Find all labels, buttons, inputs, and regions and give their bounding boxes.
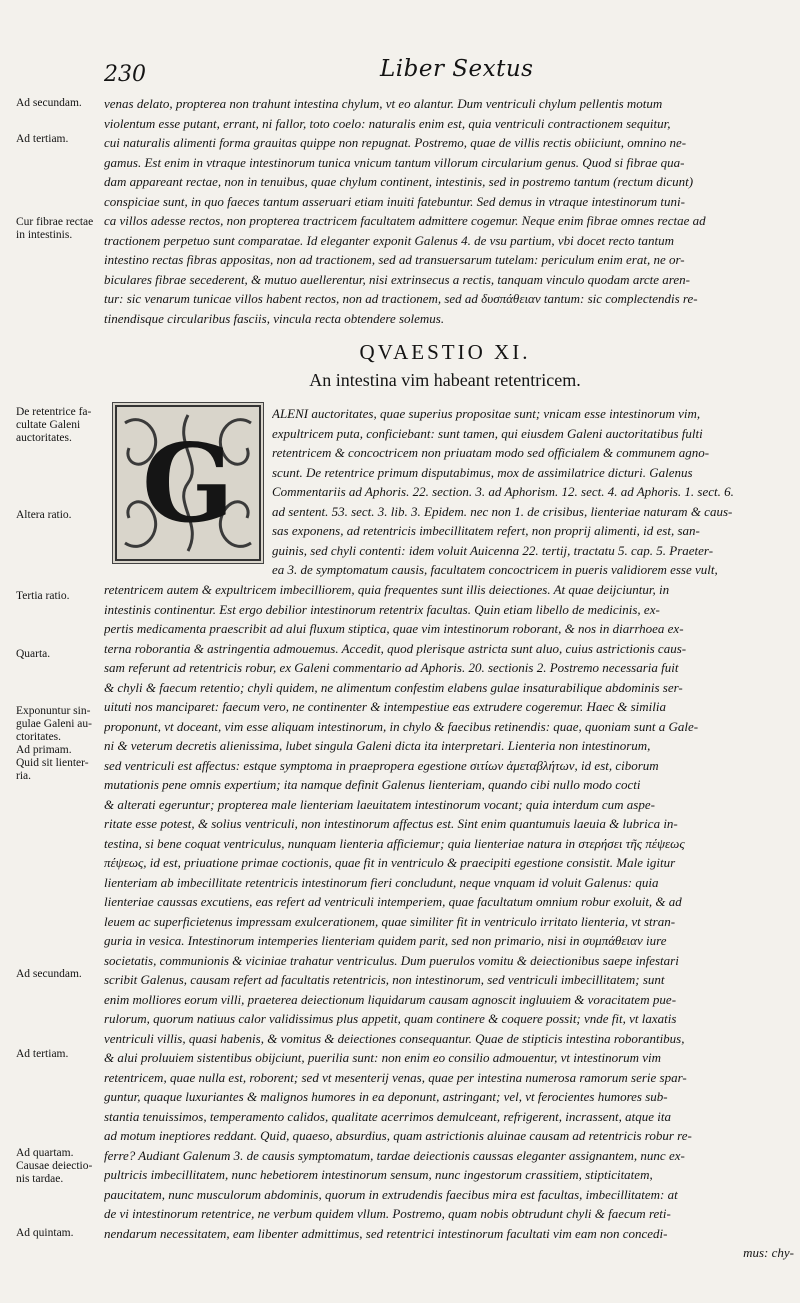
page-number: 230	[104, 62, 146, 87]
body-text-top: venas delato, propterea non trahunt intestina chylum, vt eo alantur. Dum ventriculi chylum pellentis motum violentum esse putant, errant, ni fallor, toto coelo: naturalis enim est, quia ventriculi contractionem sequitur, cui naturalis alimenti forma grauitas quippe non repugnat. Postremo, quae de villis rectis obiiciunt, omnino ne- gamus. Est enim in vtraque intestinorum tunica vnicum tantum villorum circularium genus. Quod si fibrae qua- dam appareant rectae, non in tenuibus, quae chylum continent, intestinis, sed in postremo tantum (rectum dicunt) conspiciae sunt, in quo faeces tantum asseruari etiam inuiti fatebuntur. Sed demus in vtraque intestinorum tuni- ca villos adesse rectos, non propterea tractricem facultatem admittere cogemur. Neque enim fibrae omnes rectae ad tractionem perpetuo sunt comparatae. Id eleganter exponit Galenus 4. de vsu partium, vbi docet recto tantum intestino rectas fibras appositas, non ad tractionem, sed ad transuersarum tutelam: periculum enim erat, ne or- biculares fibrae secederent, & mutuo auellerentur, nisi extrinsecus a rectis, tanquam vinculo quodam arcte aren- tur: sic venarum tunicae villos habent rectos, non ad tractionem, sed ad δυσπάθειαν tantum: sic complectendis re- tinendisque circularibus fasciis, vincula recta obtendere solemus.	[104, 96, 706, 326]
margin-note: Tertia ratio.	[16, 590, 70, 602]
book-title: Liber Sextus	[380, 56, 534, 82]
margin-note: De retentrice fa- cultate Galeni auctoritates.	[16, 406, 92, 444]
margin-note: Cur fibrae rectae in intestinis.	[16, 216, 94, 241]
margin-note: Exponuntur sin- gulae Galeni au- ctoritates. Ad primam. Quid sit lienter- ria.	[16, 705, 92, 782]
margin-note: Ad quintam.	[16, 1227, 74, 1239]
margin-note: Ad tertiam.	[16, 1048, 69, 1060]
margin-note: Ad secundam.	[16, 968, 82, 980]
running-head	[100, 56, 790, 86]
question-title: QVAESTIO XI.	[359, 340, 531, 364]
decorated-initial	[112, 402, 264, 564]
body-text-indented: ALENI auctoritates, quae superius propositae sunt; vnicam esse intestinorum vim, expultricem puta, conficiebant: sunt tamen, qui eiusdem Galeni auctoritatibus fulti retentricem & concoctricem non priuatam modo sed officialem & communem agno- scunt. De retentrice primum disputabimus, mox de assimilatrice dicturi. Galenus Commentariis ad Aphoris. 22. section. 3. ad Aphorism. 12. sect. 4. ad Aphoris. 1. sect. 6. ad sentent. 53. sect. 3. lib. 3. Epidem. nec non 1. de crisibus, lienteriae naturam & caus- sas exponens, ad retentricis imbecillitatem refert, non proprij alimenti, id est, san- guinis, sed chyli contenti: idem voluit Auicenna 22. tertij, tractatu 5. cap. 5. Praeter- ea 3. de symptomatum causis, facultatem concoctricem in pueris validiorem esse vult,	[272, 406, 734, 577]
question-subtitle: An intestina vim habeant retentricem.	[309, 370, 581, 390]
margin-note: Quarta.	[16, 648, 51, 660]
svg-text:G: G	[141, 421, 235, 547]
margin-note: Altera ratio.	[16, 509, 72, 521]
margin-note: Ad quartam. Causae deiectio- nis tardae.	[16, 1147, 93, 1185]
margin-note: Ad secundam.	[16, 97, 82, 109]
body-text-bottom: retentricem autem & expultricem imbecilliorem, quia frequentes sunt illis deiectiones. At quae deijciuntur, in intestinis continentur. Est ergo debilior intestinorum retentrix facultas. Quin etiam libello de medicinis, ex- pertis medicamenta praescribit ad alui fluxum stiptica, quae vim intestinorum roborant, & nos in diarrhoea ex- terna roborantia & astringentia admouemus. Accedit, quod plerisque astricta sunt aluo, cuius astrictionis caus- sam referunt ad retentricis robur, ex Galeni commentario ad Aphoris. 20. sectionis 2. Postremo necessaria fuit & chyli & faecum retentio; chyli quidem, ne alimentum confestim elabens gulae insaturabilique abdominis ser- uituti nos manciparet: faecum vero, ne continenter & intempestiue eas extrudere cogeremur. Haec & similia proponunt, vt doceant, vim esse aliquam intestinorum, in chylo & faecibus retinendis: quae, quoniam sunt a Gale- ni & veterum decretis alienissima, lubet singula Galeni dicta ita interpretari. Lienteria non intestinorum, sed ventriculi est affectus: estque symptoma in praepropera egestione σιτίων ἀμεταβλήτων, id est, ciborum mutationis pene omnis expertium; ita namque definit Galenus lienteriam, quando cibi nullo modo cocti & alterati egeruntur; propterea male lienteriam laeuitatem intestinorum vocant; quia interdum cum aspe- ritate esse potest, & solius ventriculi, non intestinorum affectus est. Sint enim quantumuis laeuia & lubrica in- testina, si bene coquat ventriculus, nunquam lienteria afficiemur; quia lienteriae natura in στερήσει τῆς πέψεως πέψεως, id est, priuatione primae coctionis, quae fit in ventriculo & praecipiti egestione consistit. Male igitur lienteriam ab imbecillitate retentricis intestinorum fieri concludunt, neque vnquam id voluit Galenus: quia lienteriae caussas excutiens, eas refert ad ventriculi intemperiem, quae facultatum omnium robur exoluit, & ad leuem ac superficietenus impressam exulcerationem, quae similiter fit in ventriculo irritato lienteria, vt stran- guria in vesica. Intestinorum intemperies lienteriam quidem parit, sed non primario, nisi in συμπάθειαν iure societatis, communionis & viciniae trahatur ventriculus. Dum puerulos vomitu & deiectionibus saepe infestari scribit Galenus, causam refert ad facultatis retentricis, non intestinorum, sed ventriculi imbecillitatem; sunt enim molliores eorum villi, praeterea deiectionum liquidarum causam agnoscit ingluuiem & voracitatem pue- rulorum, quorum natiuus calor validissimus plus appetit, quam continere & coquere possit; vnde fit, vt laxatis ventriculi villis, quasi habenis, & vomitus & deiectiones consequantur. Quae de stipticis intestina roborantibus, & alui proluuiem sistentibus obijciunt, puerilia sunt: non enim eo consilio admouentur, vt intestinorum vim retentricem, quae nulla est, roborent; sed vt mesenterij venas, quae per intestina numerosa ramorum serie spar- guntur, quaque luxuriantes & malignos humores in ea deponunt, astringant; vel, vt ferocientes humores sub- stantia tenuissimos, temperamento calidos, qualitate acerrimos demulceant, refrigerent, incrassent, atque ita ad motum ineptiores reddant. Quid, quaeso, absurdius, quam astrictionis aluinae causam ad retentricis robur re- ferre? Audiant Galenum 3. de causis symptomatum, tardae deiectionis caussas eleganter assignantem, nunc ex- pultricis imbecillitatem, nunc hebetiorem intestinorum sensum, nunc ingestorum crassitiem, stipticitatem, paucitatem, nunc musculorum abdominis, quorum in extrudendis faecibus mira est facultas, imbecillitatem: at de vi intestinorum retentrice, ne verbum quidem vllum. Postremo, quam nobis obtrudunt chyli & faecum reti- nendarum necessitatem, eam libenter admittimus, sed retentrici intestinorum facultati vim eam non concedi- mus: chy-	[104, 582, 794, 1260]
margin-note: Ad tertiam.	[16, 133, 69, 145]
